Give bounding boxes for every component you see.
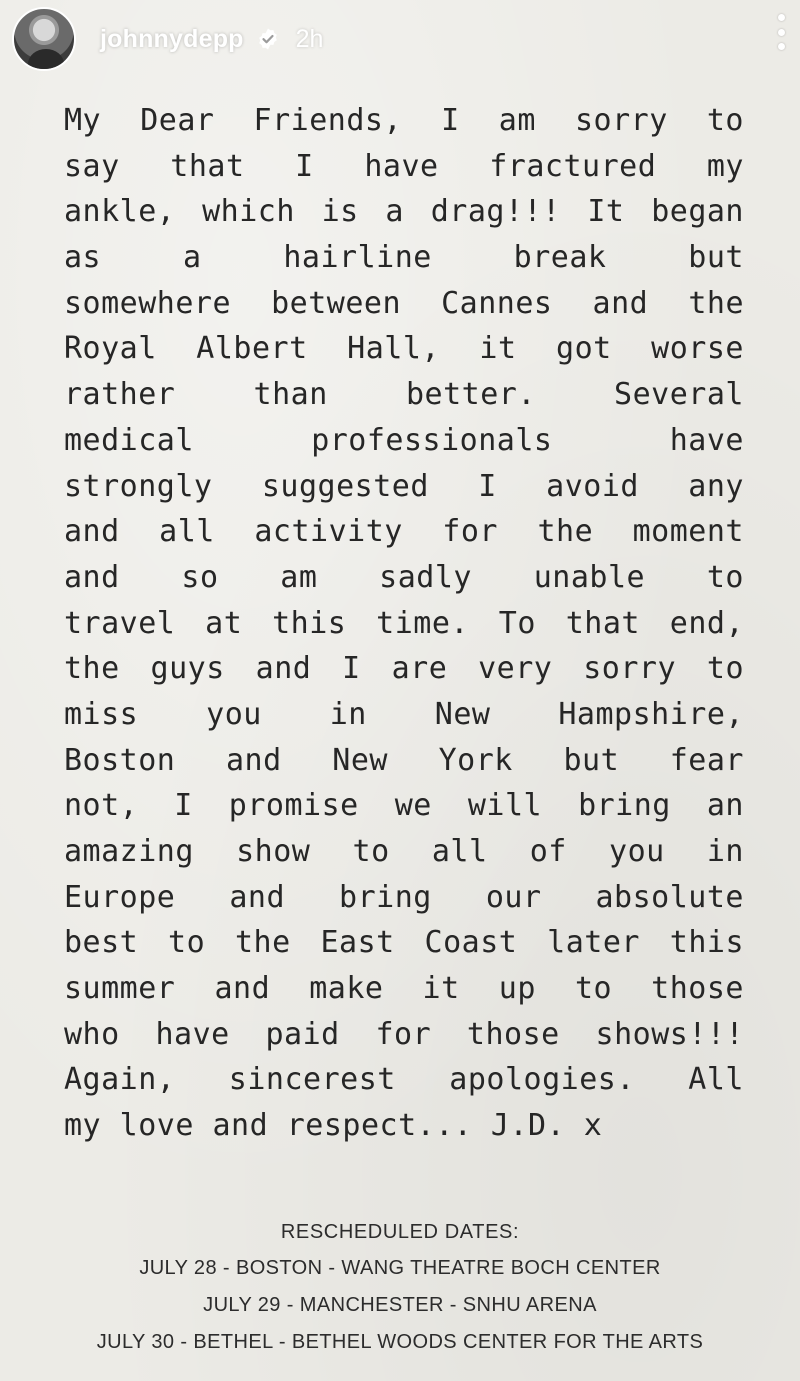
letter-line: medical professionals have (64, 422, 744, 458)
letter-line: and all activity for the moment (64, 514, 744, 550)
rescheduled-row: JULY 30 - BETHEL - BETHEL WOODS CENTER FOR THE ARTS (96, 1331, 704, 1353)
letter-line: Royal Albert Hall, it got worse (64, 331, 744, 367)
avatar[interactable] (12, 7, 76, 71)
letter-line: somewhere between Cannes and the (64, 285, 744, 321)
letter-line: My Dear Friends, I am sorry to (64, 103, 744, 138)
letter-line: my love and respect... J.D. x (64, 1108, 603, 1144)
verified-badge-icon (256, 27, 280, 51)
letter-line: Again, sincerest apologies. All (64, 1062, 744, 1098)
letter-line: Boston and New York but fear (64, 742, 744, 778)
letter-line: not, I promise we will bring an (64, 788, 744, 824)
letter-line: the guys and I are very sorry to (64, 651, 744, 687)
post-time: 2h (295, 24, 324, 53)
letter-line: ankle, which is a drag!!! It began (64, 194, 744, 230)
rescheduled-row: JULY 29 - MANCHESTER - SNHU ARENA (203, 1294, 597, 1316)
letter-line: as a hairline break but (64, 240, 744, 276)
letter-line: amazing show to all of you in (64, 834, 744, 869)
letter-line: miss you in New Hampshire, (64, 696, 744, 732)
rescheduled-title: RESCHEDULED DATES: (280, 1221, 520, 1243)
letter-text (64, 98, 744, 1149)
more-options-icon[interactable] (776, 14, 786, 50)
letter-line: summer and make it up to those (64, 971, 744, 1007)
letter-line: strongly suggested I avoid any (64, 468, 744, 504)
letter-line: best to the East Coast later this (64, 925, 744, 961)
username[interactable]: johnnydepp (100, 24, 244, 53)
letter-line: rather than better. Several (64, 377, 744, 413)
letter-line: travel at this time. To that end, (64, 605, 744, 641)
rescheduled-row: JULY 28 - BOSTON - WANG THEATRE BOCH CENTER (139, 1257, 661, 1279)
letter-line: say that I have fractured my (64, 148, 744, 184)
rescheduled-dates (0, 1214, 800, 1361)
letter-line: and so am sadly unable to (64, 559, 744, 595)
letter-line: Europe and bring our absolute (64, 879, 744, 915)
letter-line: who have paid for those shows!!! (64, 1016, 744, 1052)
story-header (12, 6, 788, 72)
